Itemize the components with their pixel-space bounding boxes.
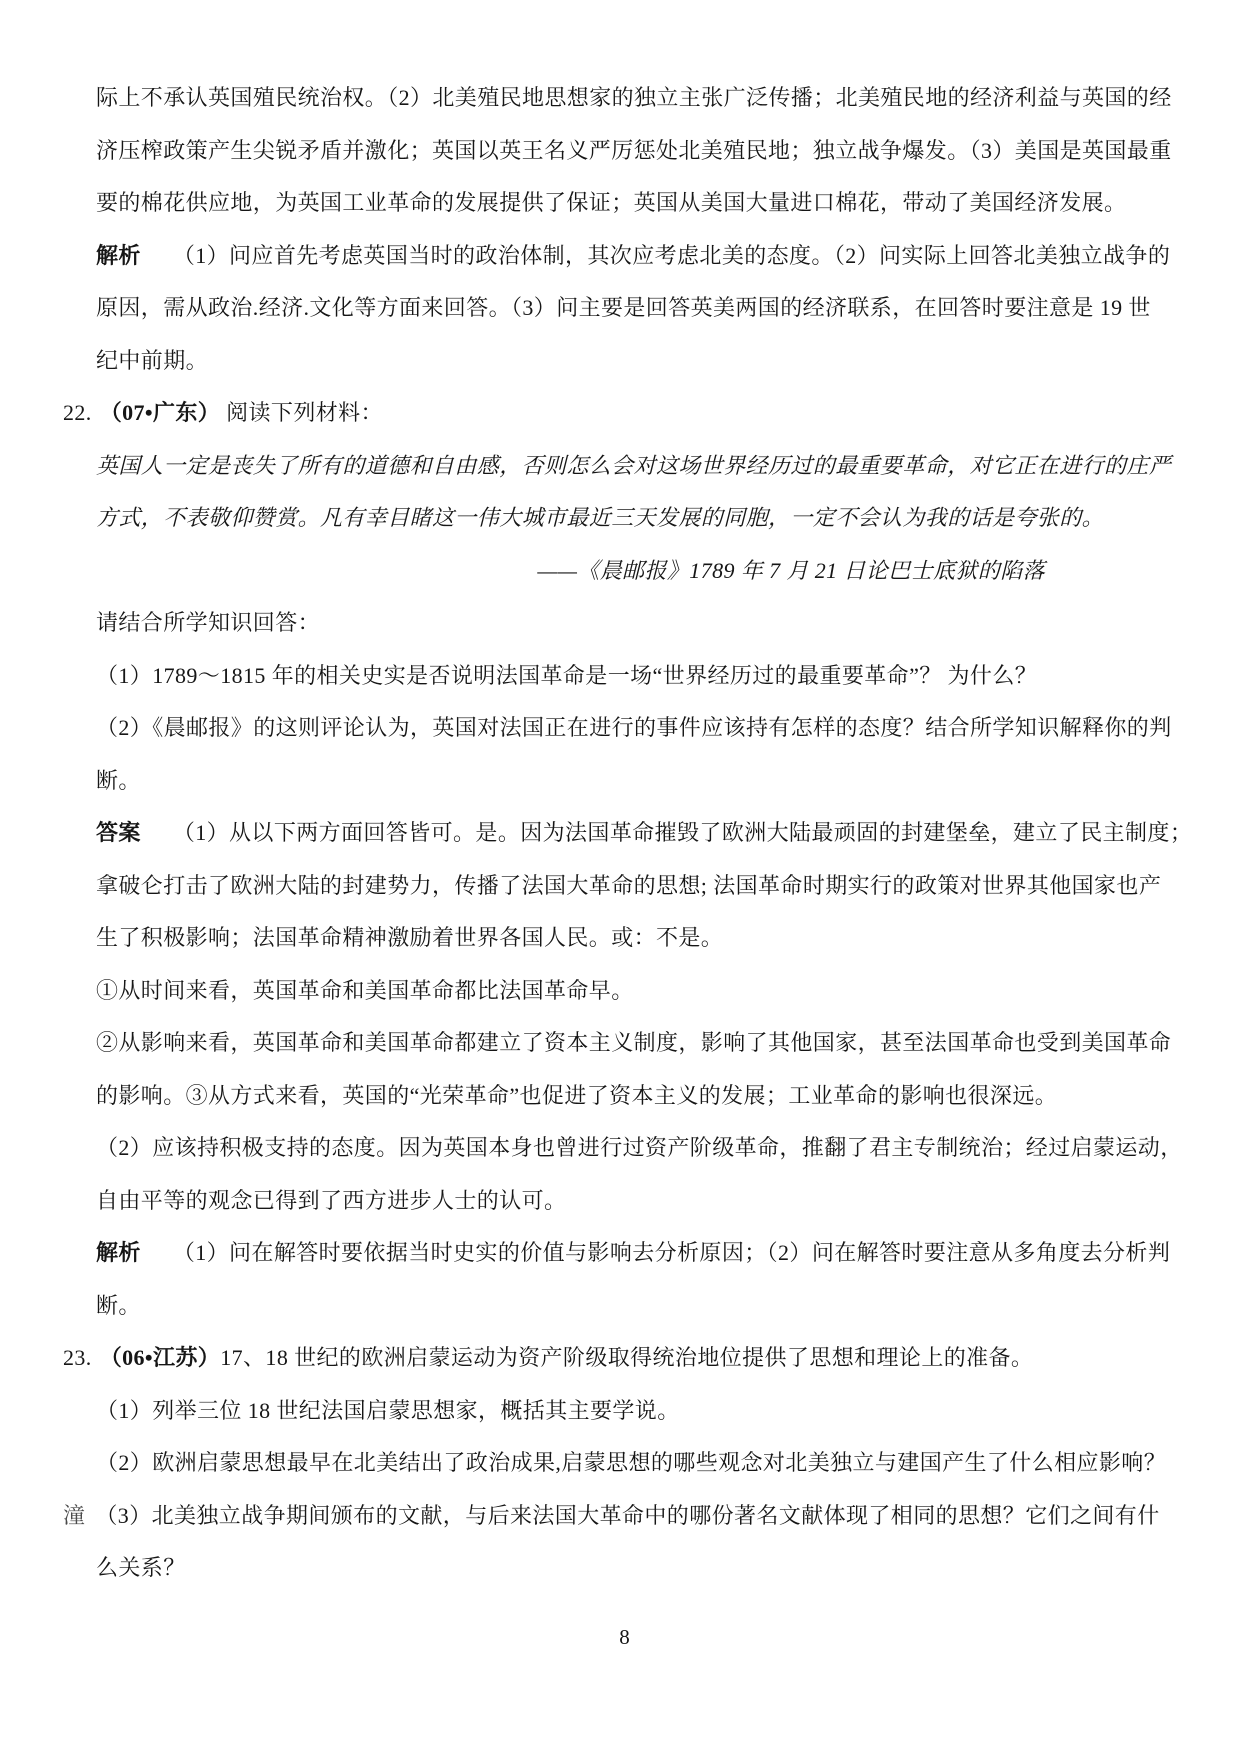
analysis-text: （1）问在解答时要依据当时史实的价值与影响去分析原因；（2）问在解答时要注意从多角度去分析判 xyxy=(172,1240,1171,1265)
analysis-label: 解析 xyxy=(96,1240,141,1265)
question-23-sub1: （1）列举三位 18 世纪法国启蒙思想家，概括其主要学说。 xyxy=(96,1397,680,1423)
answer-text: （1）从以下两方面回答皆可。是。因为法国革命摧毁了欧洲大陆最顽固的封建堡垒，建立了民主制度； xyxy=(172,820,1193,845)
answer-22-line xyxy=(96,807,1193,860)
stray-watermark-char: 潼 xyxy=(63,1502,86,1528)
material-quote-line: 英国人一定是丧失了所有的道德和自由感，否则怎么会对这场世界经历过的最重要革命，对它正在进行的庄严 xyxy=(96,452,1172,478)
answer-21-continuation-line: 济压榨政策产生尖锐矛盾并激化；英国以英王名义严厉惩处北美殖民地；独立战争爆发。（3）美国是英国最重 xyxy=(96,137,1172,163)
question-22-sub1: （1）1789～1815 年的相关史实是否说明法国革命是一场“世界经历过的最重要革命”？ 为什么？ xyxy=(96,662,1038,688)
question-23-sub3-continuation: 么关系？ xyxy=(96,1555,186,1580)
material-quote-line: 方式，不表敬仰赞赏。凡有幸目睹这一伟大城市最近三天发展的同胞，一定不会认为我的话是夸张的。 xyxy=(96,505,1105,530)
quote-attribution: ——《晨邮报》1789 年 7 月 21 日论巴士底狱的陷落 xyxy=(537,557,1045,583)
answer-21-continuation-line: 际上不承认英国殖民统治权。（2）北美殖民地思想家的独立主张广泛传播；北美殖民地的经济利益与英国的经 xyxy=(96,85,1172,110)
question-23-number: 23. xyxy=(63,1345,92,1370)
answer-22-point-3: 的影响。③从方式来看，英国的“光荣革命”也促进了资本主义的发展；工业革命的影响也很深远。 xyxy=(96,1082,1058,1108)
question-23-header xyxy=(63,1332,1153,1385)
question-23-sub3 xyxy=(63,1490,1160,1543)
answer-22-line: 生了积极影响；法国革命精神激励着世界各国人民。或：不是。 xyxy=(96,925,724,950)
analysis-21-line xyxy=(96,230,1171,283)
question-22-number: 22. xyxy=(63,400,92,425)
analysis-21-line: 原因，需从政治.经济.文化等方面来回答。（3）问主要是回答英美两国的经济联系，在回答时要注意是 19 世 xyxy=(96,295,1151,320)
analysis-label: 解析 xyxy=(96,242,141,268)
question-23-header-text: 17、18 世纪的欧洲启蒙运动为资产阶级取得统治地位提供了思想和理论上的准备。 xyxy=(220,1345,1034,1370)
analysis-text: （1）问应首先考虑英国当时的政治体制，其次应考虑北美的态度。（2）问实际上回答北美独立战争的 xyxy=(172,242,1171,268)
answer-22-point-1: ①从时间来看，英国革命和美国革命都比法国革命早。 xyxy=(96,977,634,1003)
question-22-sub2-continuation: 断。 xyxy=(96,767,141,793)
answer-22-sub2-continuation: 自由平等的观念已得到了西方进步人士的认可。 xyxy=(96,1187,567,1213)
analysis-22-continuation: 断。 xyxy=(96,1292,141,1318)
answer-label: 答案 xyxy=(96,820,141,845)
question-23-source-tag: （06•江苏） xyxy=(99,1345,221,1370)
question-23-sub2: （2）欧洲启蒙思想最早在北美结出了政治成果,启蒙思想的哪些观念对北美独立与建国产生了什么相应影响？ xyxy=(96,1450,1167,1475)
page-number: 8 xyxy=(619,1624,630,1649)
answer-21-continuation-line: 要的棉花供应地，为英国工业革命的发展提供了保证；英国从美国大量进口棉花，带动了美国经济发展。 xyxy=(96,190,1127,215)
answer-22-point-2: ②从影响来看，英国革命和美国革命都建立了资本主义制度，影响了其他国家，甚至法国革命也受到美国革命 xyxy=(96,1030,1172,1055)
answer-22-sub2: （2）应该持积极支持的态度。因为英国本身也曾进行过资产阶级革命，推翻了君主专制统治；经过启蒙运动， xyxy=(96,1135,1183,1160)
question-22-sub2: （2）《晨邮报》的这则评论认为，英国对法国正在进行的事件应该持有怎样的态度？结合所学知识解释你的判 xyxy=(96,715,1172,740)
question-22-header-text: 阅读下列材料： xyxy=(226,400,383,425)
analysis-21-line: 纪中前期。 xyxy=(96,347,209,373)
answer-22-line: 拿破仑打击了欧洲大陆的封建势力，传播了法国大革命的思想; 法国革命时期实行的政策对世界其他国家也产 xyxy=(96,872,1162,898)
question-22-header xyxy=(63,387,1153,440)
question-22-source-tag: （07•广东） xyxy=(99,400,221,425)
material-prompt: 请结合所学知识回答： xyxy=(96,610,321,635)
question-23-sub3-text: （3）北美独立战争期间颁布的文献，与后来法国大革命中的哪份著名文献体现了相同的思想？它们之间有什 xyxy=(95,1502,1160,1528)
analysis-22-line xyxy=(96,1227,1171,1280)
